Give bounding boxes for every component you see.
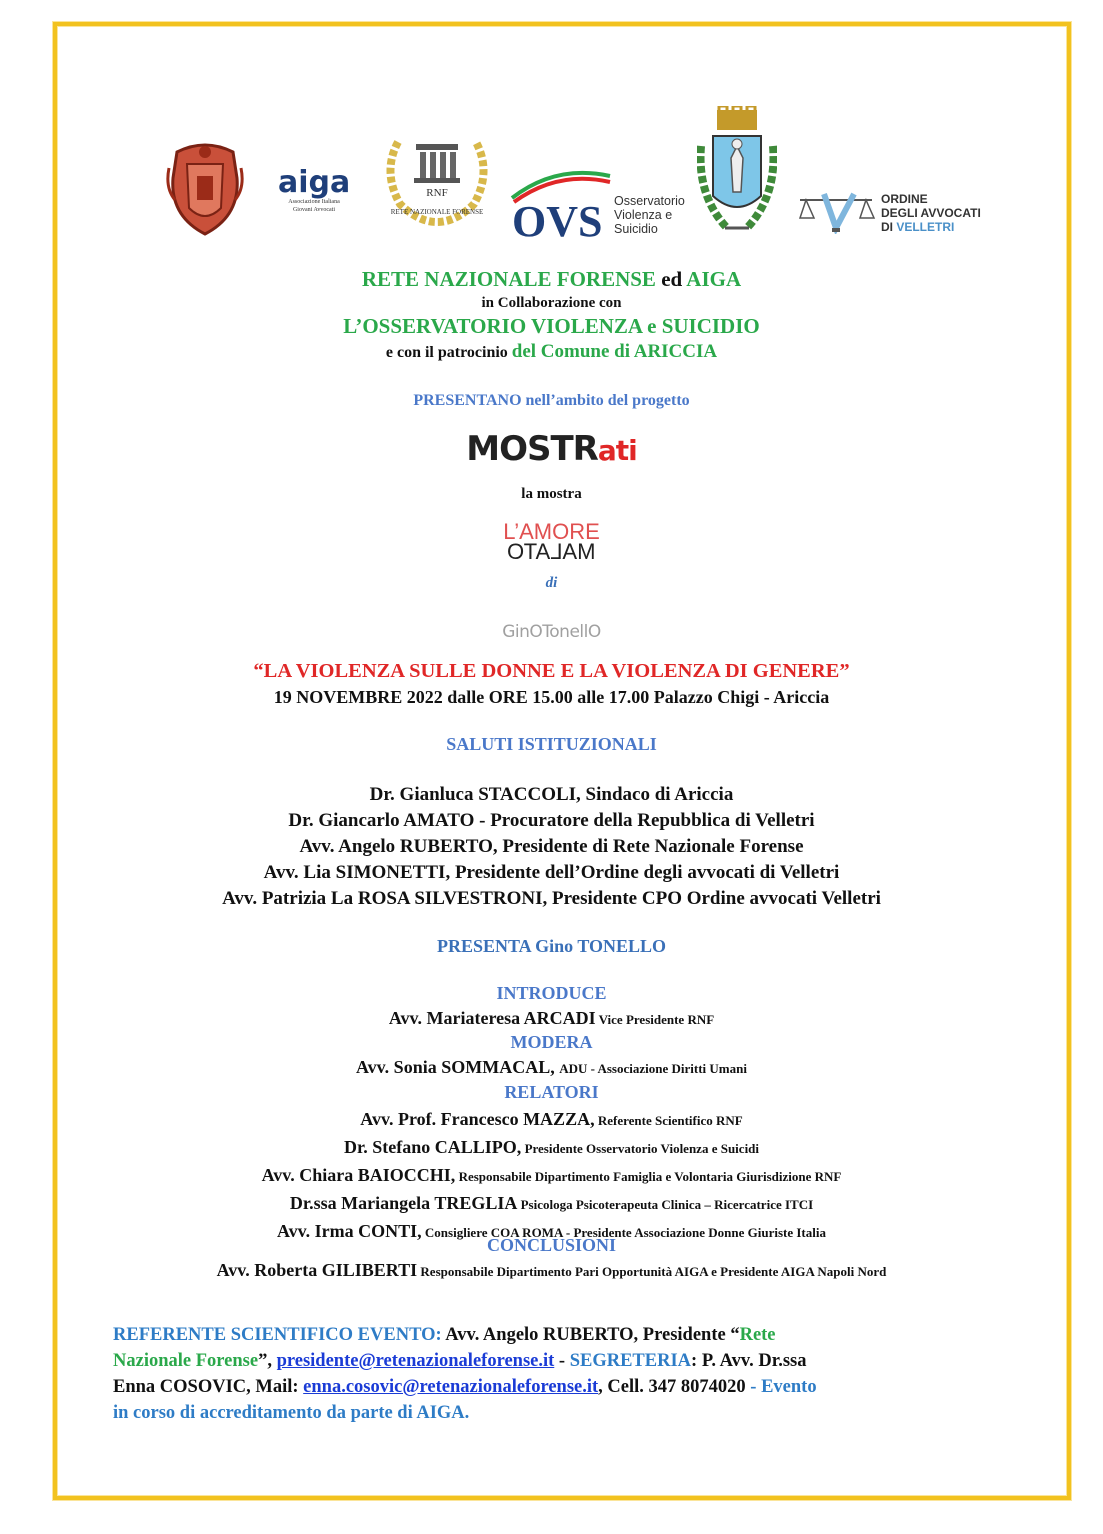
relatori-heading: RELATORI [504, 1082, 599, 1102]
event-title: “LA VIOLENZA SULLE DONNE E LA VIOLENZA DI GENERE” [253, 660, 850, 682]
saluti-item: Avv. Patrizia La ROSA SILVESTRONI, Presidente CPO Ordine avvocati Velletri [222, 888, 881, 909]
relatore-item: Avv. Irma CONTI, Consigliere COA ROMA - Presidente Associazione Donne Giuriste Italia [277, 1221, 826, 1241]
svg-text:RNF: RNF [426, 187, 448, 199]
saluti-item: Dr. Gianluca STACCOLI, Sindaco di Ariccia [369, 784, 734, 805]
ariccia-coat-of-arms-icon [165, 138, 245, 238]
relatore-item: Avv. Prof. Francesco MAZZA, Referente Scientifico RNF [360, 1109, 743, 1129]
header-line-1: RETE NAZIONALE FORENSE ed AIGA [361, 267, 742, 291]
event-date: 19 NOVEMBRE 2022 dalle ORE 15.00 alle 17.00 Palazzo Chigi - Ariccia [273, 687, 830, 707]
svg-text:RETE NAZIONALE FORENSE: RETE NAZIONALE FORENSE [390, 208, 484, 216]
saluti-item: Avv. Lia SIMONETTI, Presidente dell’Ordine degli avvocati di Velletri [263, 862, 840, 883]
introduce-line: Avv. Mariateresa ARCADI Vice Presidente RNF [388, 1008, 715, 1028]
scales-icon [796, 190, 876, 234]
la-mostra-label: la mostra [521, 486, 582, 502]
relatore-item: Dr.ssa Mariangela TREGLIA Psicologa Psicoterapeuta Clinica – Ricercatrice ITCI [289, 1193, 814, 1213]
introduce-heading: INTRODUCE [496, 983, 607, 1003]
header-line-4: e con il patrocinio del Comune di ARICCIA [385, 341, 718, 362]
saluti-list [0, 782, 1103, 912]
presentano-line: PRESENTANO nell’ambito del progetto [413, 392, 690, 409]
relatore-item: Dr. Stefano CALLIPO, Presidente Osservatorio Violenza e Suicidi [343, 1137, 760, 1157]
saluti-item: Avv. Angelo RUBERTO, Presidente di Rete Nazionale Forense [299, 836, 804, 857]
rnf-laurel-logo-icon [378, 122, 496, 232]
email-link-segreteria[interactable]: enna.cosovic@retenazionaleforense.it [303, 1377, 599, 1397]
relatori-list [0, 1106, 1103, 1246]
ovs-logo: OVS Osservatorio Violenza e Suicidio [506, 168, 706, 240]
di-label: di [545, 575, 558, 591]
aiga-logo: aiga Associazione Italiana Giovani Avvocati [278, 165, 351, 213]
mostrati-logo: MOSTRati [466, 429, 637, 469]
gino-tonello-logo: GinOTonellO [502, 622, 601, 642]
relatore-item: Avv. Chiara BAIOCCHI, Responsabile Dipartimento Famiglia e Volontaria Giurisdizione RNF [261, 1165, 842, 1185]
ovs-swoosh-icon [506, 168, 616, 240]
footer-block: REFERENTE SCIENTIFICO EVENTO: Avv. Angelo RUBERTO, Presidente “Rete Nazionale Forense”, presidente@retenazionaleforense.it - SEGRETERIA: P. Avv. Dr.ssa Enna COSOVIC, Mail: enna.cosovic@retenazionaleforense.it, Cell. 347 8074020 - Evento in corso di accreditamento da parte di AIGA. [113, 1325, 817, 1423]
conclusioni-line: Avv. Roberta GILIBERTI Responsabile Dipartimento Pari Opportunità AIGA e Presidente AIGA Napoli Nord [216, 1260, 887, 1280]
saluti-item: Dr. Giancarlo AMATO - Procuratore della Repubblica di Velletri [288, 810, 815, 831]
amore-malato-logo: L’AMORE MALATO [503, 519, 600, 564]
saluti-heading: SALUTI ISTITUZIONALI [446, 734, 657, 754]
conclusioni-heading: CONCLUSIONI [486, 1235, 617, 1255]
svg-text:OVS: OVS [512, 197, 603, 240]
ordine-avvocati-logo: ORDINE DEGLI AVVOCATI DI VELLETRI [796, 190, 986, 238]
header-line-3: L’OSSERVATORIO VIOLENZA e SUICIDIO [343, 314, 760, 338]
modera-line: Avv. Sonia SOMMACAL, ADU - Associazione Diritti Umani [356, 1057, 747, 1077]
email-link-presidente[interactable]: presidente@retenazionaleforense.it [276, 1351, 555, 1371]
velletri-coat-of-arms-icon [697, 106, 777, 242]
presenta-line: PRESENTA Gino TONELLO [436, 936, 667, 956]
header-line-2: in Collaborazione con [481, 295, 622, 311]
modera-heading: MODERA [510, 1032, 593, 1052]
